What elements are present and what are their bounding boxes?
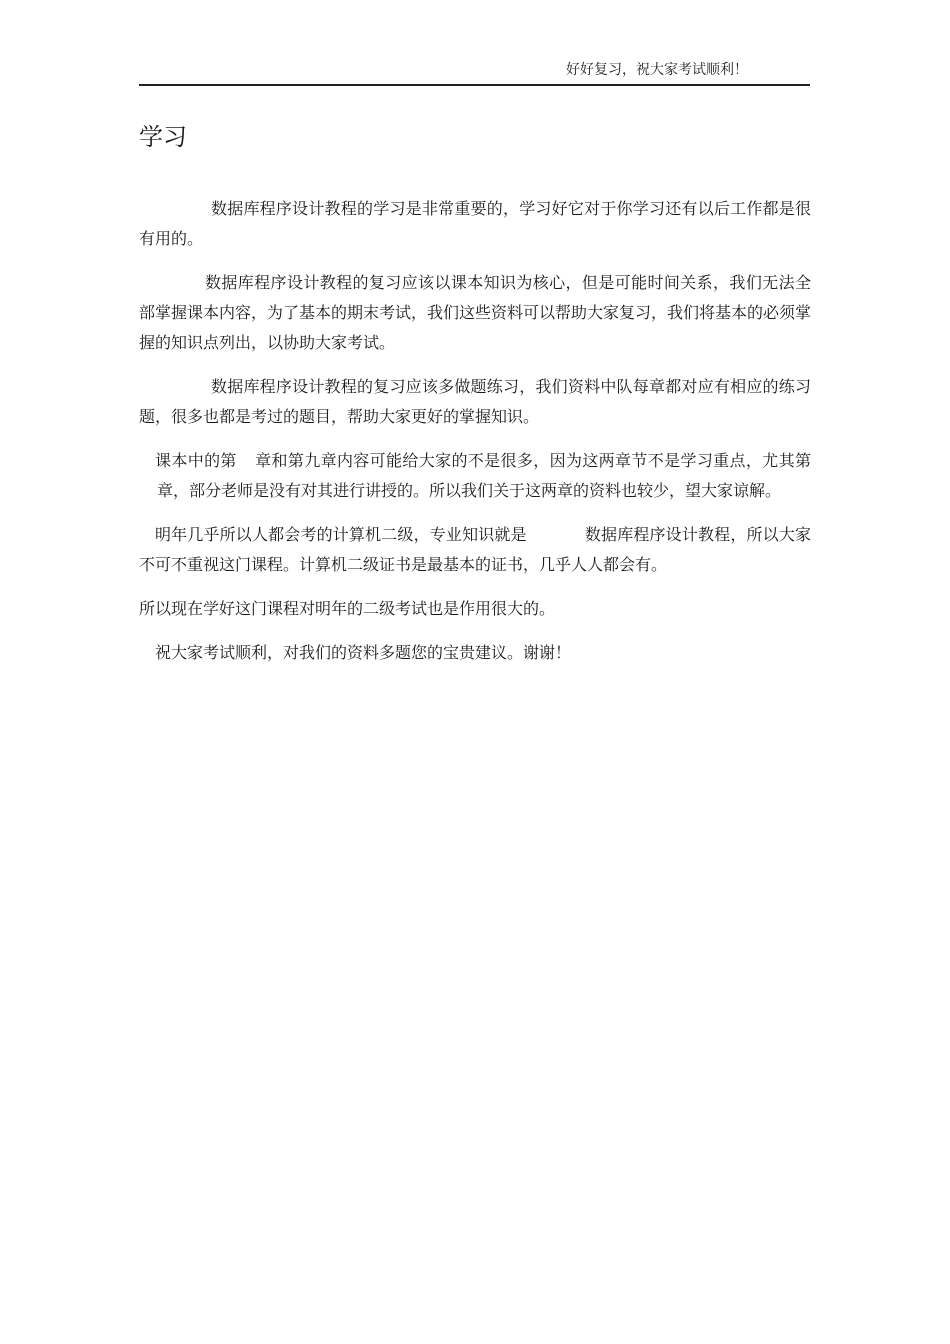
document-body xyxy=(139,194,811,682)
paragraph-4-part-3: 章，部分老师是没有对其进行讲授的。所以我们关于这两章的资料也较少，望大家谅解。 xyxy=(157,481,782,500)
paragraph-4-part-2: 章和第九章内容可能给大家的不是很多，因为这两章节不是学习重点，尤其第 xyxy=(254,451,811,470)
running-header-text: 好好复习，祝大家考试顺利！ xyxy=(566,62,748,78)
paragraph-1: 数据库程序设计教程的学习是非常重要的，学习好它对于你学习还有以后工作都是很有用的。 xyxy=(139,199,811,248)
document-title: 学习 xyxy=(139,123,187,151)
running-header xyxy=(139,58,810,86)
paragraph-4-part-1: 课本中的第 xyxy=(155,451,237,470)
paragraph-2: 数据库程序设计教程的复习应该以课本知识为核心，但是可能时间关系，我们无法全部掌握课本内容，为了基本的期末考试，我们这些资料可以帮助大家复习，我们将基本的必须掌握的知识点列出，以协助大家考试。 xyxy=(139,273,812,352)
paragraph-7: 祝大家考试顺利，对我们的资料多题您的宝贵建议。谢谢！ xyxy=(155,643,572,662)
paragraph-4 xyxy=(139,446,811,506)
paragraph-5-part-1: 明年几乎所以人都会考的计算机二级，专业知识就是 xyxy=(155,525,527,544)
paragraph-6: 所以现在学好这门课程对明年的二级考试也是作用很大的。 xyxy=(139,599,556,618)
paragraph-5 xyxy=(139,520,811,580)
paragraph-3: 数据库程序设计教程的复习应该多做题练习，我们资料中队每章都对应有相应的练习题，很多也都是考过的题目，帮助大家更好的掌握知识。 xyxy=(139,377,811,426)
paragraph-5-part-2: 数据库程序设计教程，所以大家不可不重视这门课程。计算机二级证书是最基本的证书，几乎人人都会有。 xyxy=(139,525,811,574)
